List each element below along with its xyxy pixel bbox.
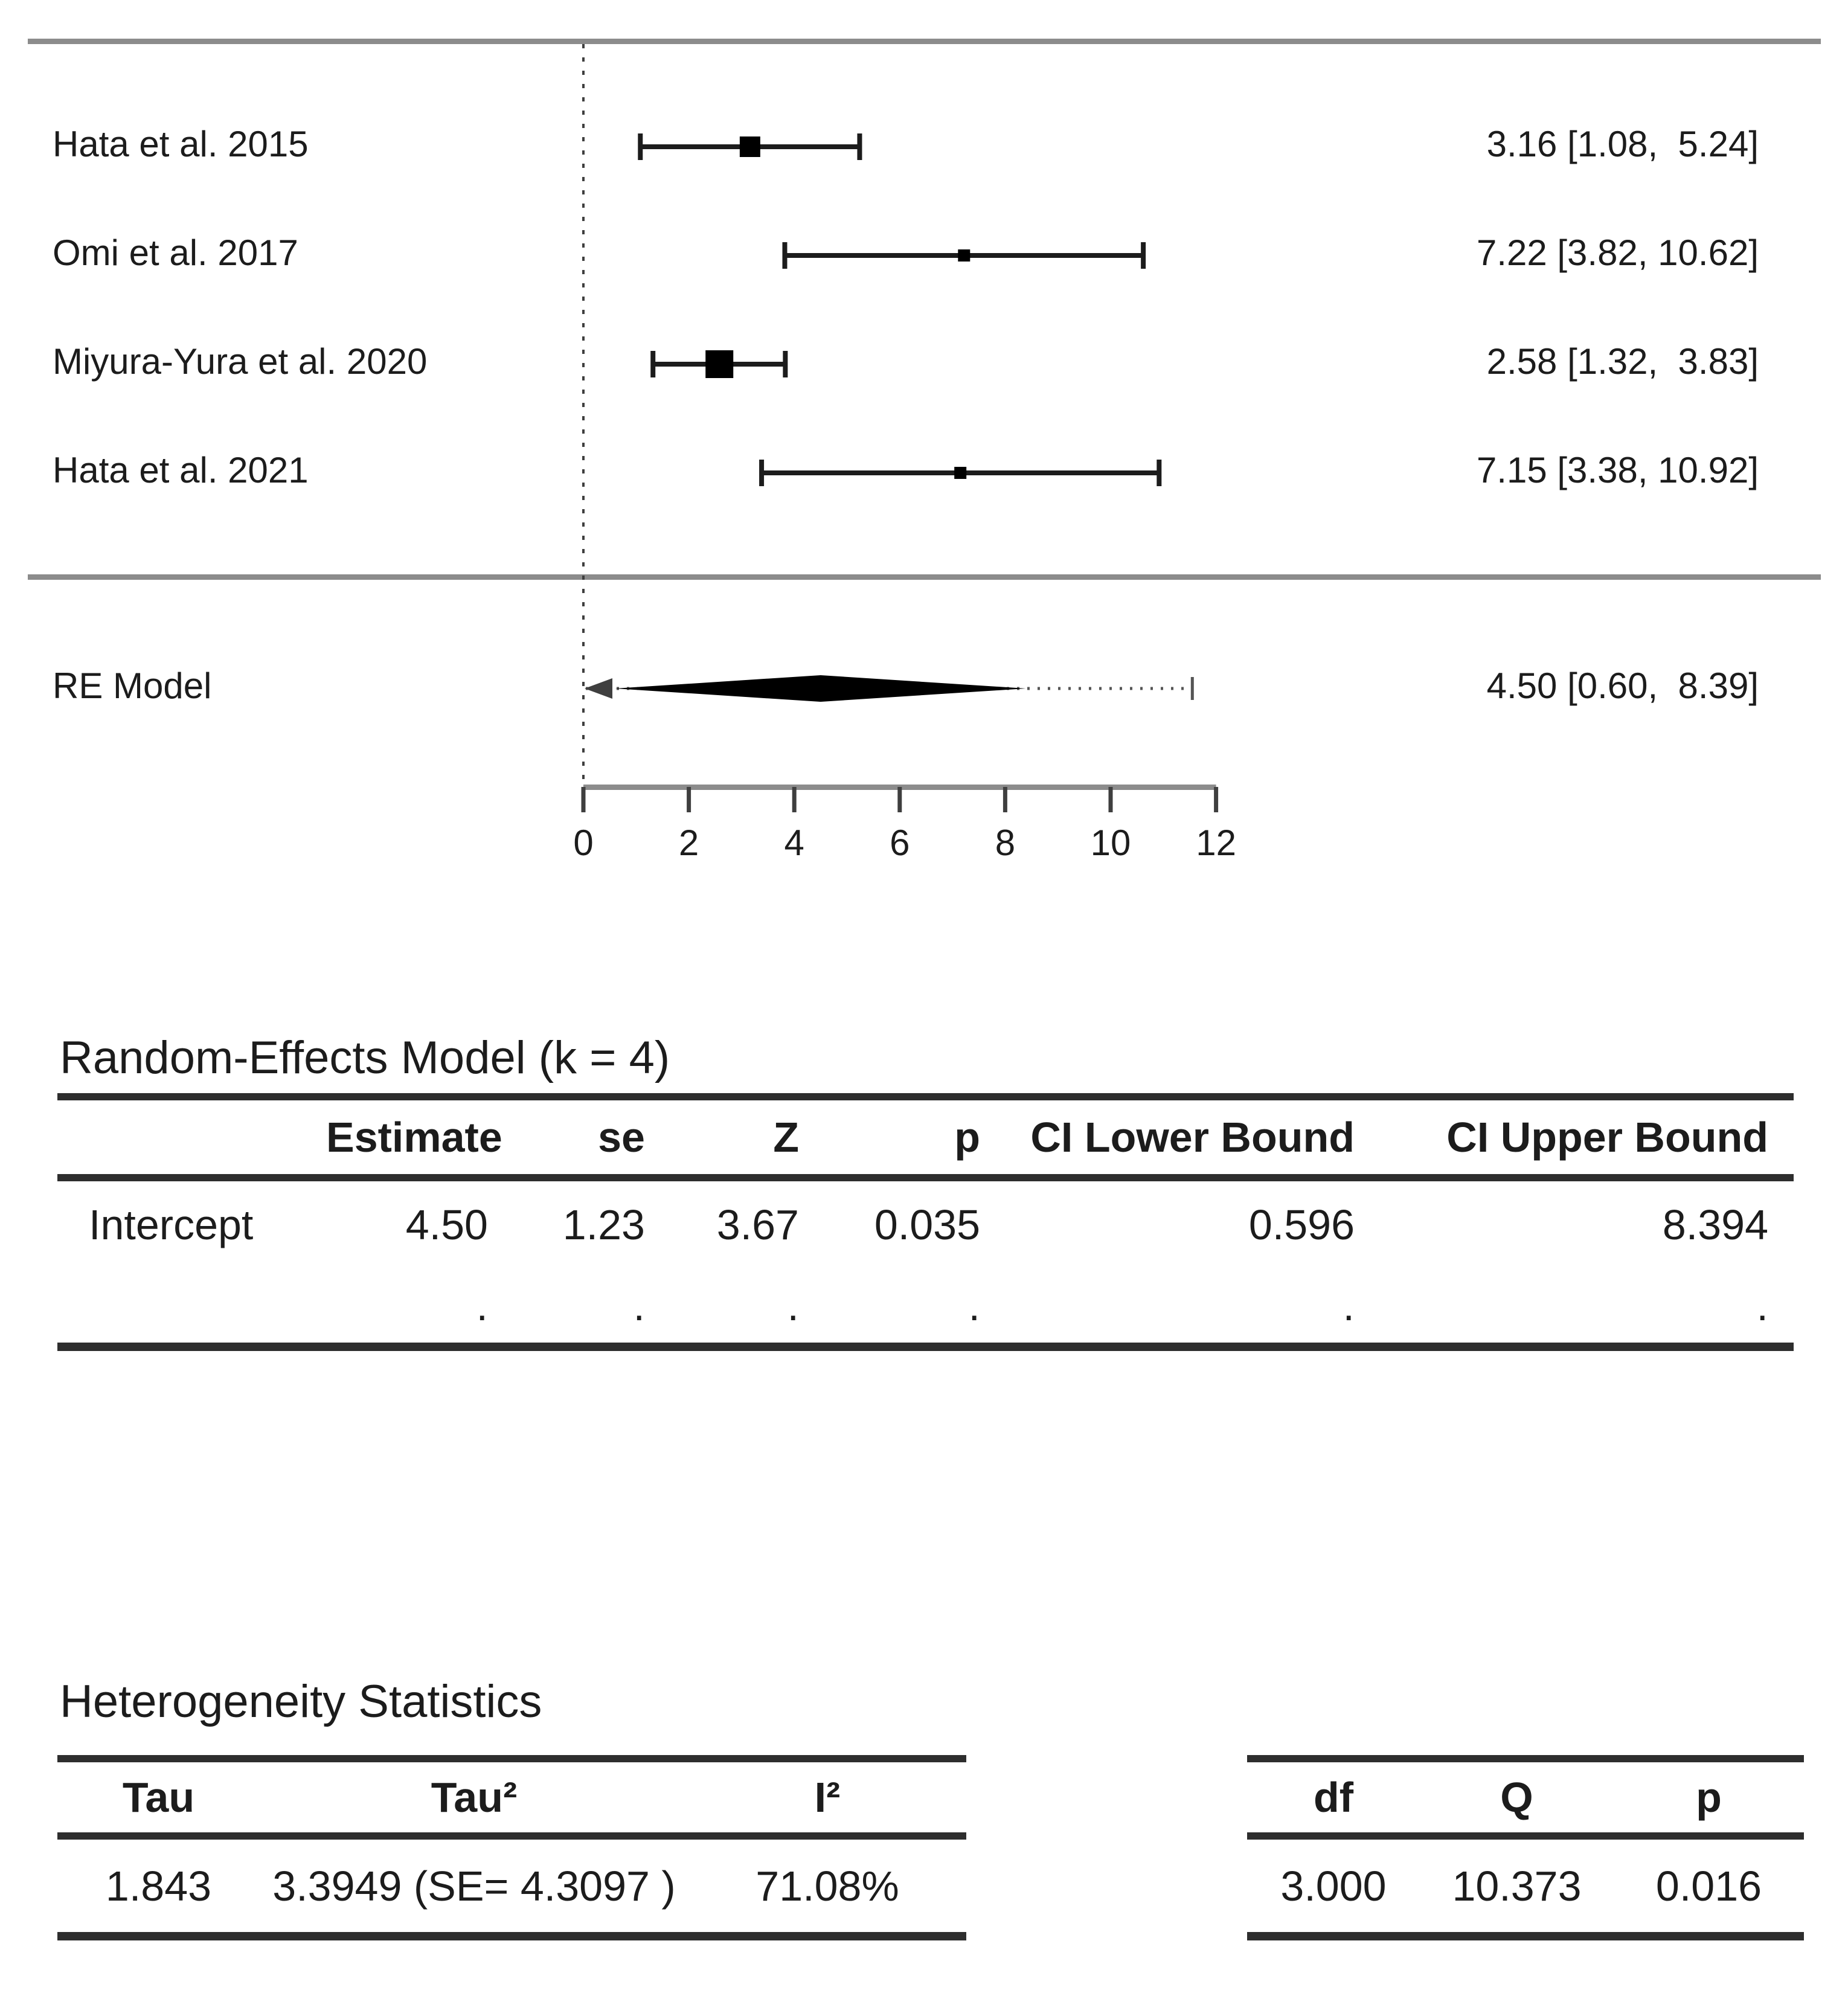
re-col-se: se [598,1114,645,1161]
heterogeneity-table-right [1247,1755,1804,1940]
het-col-q: Q [1500,1774,1533,1821]
point-marker [705,350,733,378]
het-right-header-row [1247,1759,1804,1836]
het-p-value: 0.016 [1655,1862,1762,1910]
re-col-z: Z [773,1114,799,1161]
study-label: Omi et al. 2017 [53,232,298,273]
re-col-estimate: Estimate [326,1114,502,1161]
table-row [57,1178,1794,1268]
study-label: Hata et al. 2021 [53,449,309,490]
re-ci-lower-value: 0.596 [1248,1201,1355,1248]
x-axis-tick-label: 6 [890,822,910,863]
x-axis-tick-label: 0 [573,822,594,863]
het-i2-value: 71.08% [756,1862,899,1910]
het-tau-value: 1.843 [105,1862,212,1910]
re-col-p: p [954,1114,980,1161]
x-axis-tick-label: 4 [784,822,804,863]
re-se-value: 1.23 [562,1201,645,1248]
re-col-rowlabel [57,1097,326,1178]
random-effects-table [57,1093,1794,1351]
point-marker [958,249,970,262]
estimate-annotation: 2.58 [1.32, 3.83] [1486,341,1759,382]
point-marker [954,467,966,479]
re-p-value: 0.035 [874,1201,980,1248]
estimate-annotation: 7.22 [3.82, 10.62] [1476,232,1759,273]
heterogeneity-title: Heterogeneity Statistics [60,1676,542,1727]
het-col-tau: Tau [122,1774,195,1821]
re-z-value: 3.67 [716,1201,799,1248]
x-axis-tick-label: 2 [678,822,699,863]
forest-plot [0,0,1848,906]
table-row [57,1836,966,1936]
re-col-ci-upper: CI Upper Bound [1446,1114,1768,1161]
re-ci-upper-value: 8.394 [1662,1201,1768,1248]
het-tau2-value: 3.3949 (SE= 4.3097 ) [272,1862,676,1910]
table-row-empty: . . . . . . [476,1282,1768,1329]
study-label: Miyura-Yura et al. 2020 [53,341,428,382]
re-row-label: Intercept [89,1201,254,1248]
estimate-annotation: 7.15 [3.38, 10.92] [1476,449,1759,490]
heterogeneity-table-left [57,1755,966,1940]
het-col-tau2: Tau² [431,1774,518,1821]
re-model-diamond [615,675,1025,702]
re-table-title: Random-Effects Model (k = 4) [60,1032,670,1083]
x-axis-tick-label: 12 [1196,822,1236,863]
study-label: Hata et al. 2015 [53,123,309,164]
het-col-p: p [1696,1774,1722,1821]
het-col-df: df [1313,1774,1354,1821]
re-col-ci-lower: CI Lower Bound [1030,1114,1355,1161]
het-col-i2: I² [814,1774,841,1821]
x-axis-tick-label: 10 [1090,822,1131,863]
plot-top-rule [28,39,1821,44]
het-q-value: 10.373 [1452,1862,1582,1910]
summary-annotation: 4.50 [0.60, 8.39] [1486,665,1759,706]
re-estimate-value: 4.50 [405,1201,488,1248]
estimate-annotation: 3.16 [1.08, 5.24] [1486,123,1759,164]
table-row [1247,1836,1804,1936]
re-table-header-row [57,1097,1794,1178]
truncation-arrow-icon [585,678,612,699]
point-marker [740,136,760,157]
summary-separator-rule [28,574,1821,580]
het-df-value: 3.000 [1280,1862,1387,1910]
x-axis-tick-label: 8 [995,822,1016,863]
summary-label: RE Model [53,665,212,706]
het-left-header-row [57,1759,966,1836]
